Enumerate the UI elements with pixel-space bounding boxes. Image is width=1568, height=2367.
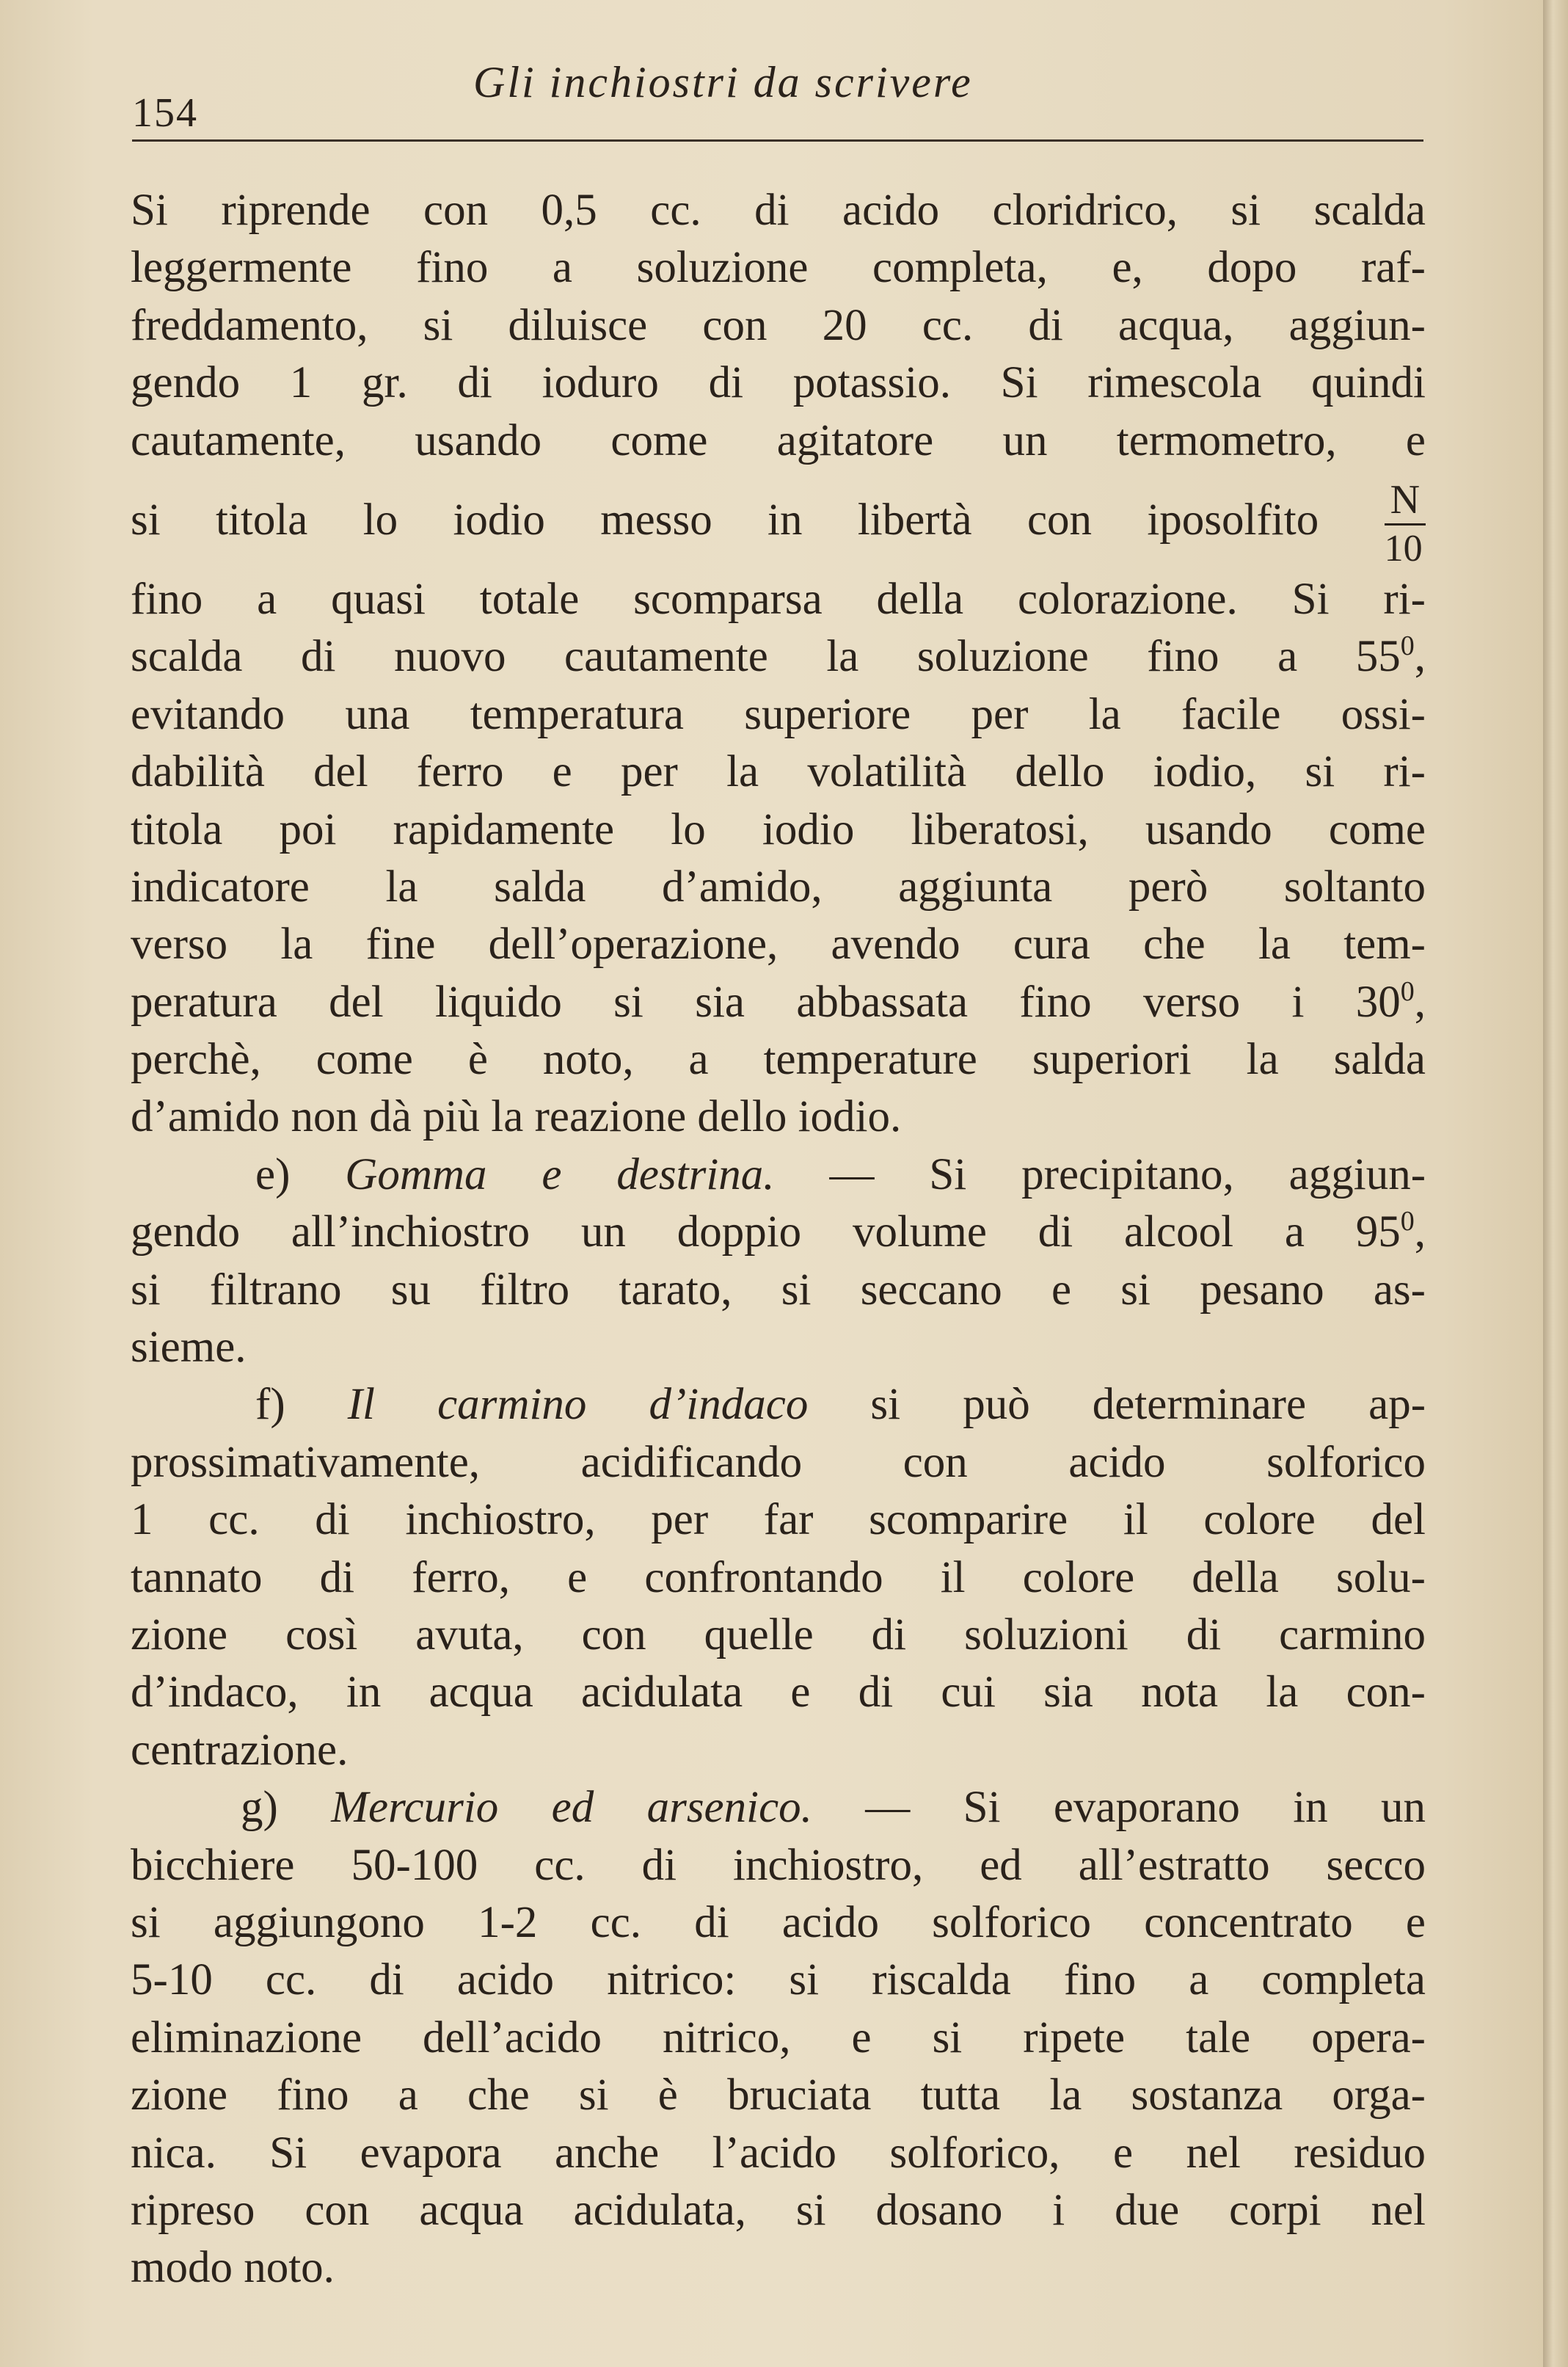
section-title: Mercurio ed arsenico. [331,1783,812,1833]
text-line: freddamento, si diluisce con 20 cc. di acqua, aggiun- [131,300,1426,350]
text-span: gendo all’inchiostro un doppio volume di alcool a 95 [131,1207,1401,1257]
page-edge [1543,0,1568,2367]
text-line: verso la fine dell’operazione, avendo cura che la tem- [131,920,1426,970]
text-line: titola poi rapidamente lo iodio liberatosi, usando come [131,804,1426,854]
text-line: zione fino a che si è bruciata tutta la sostanza orga- [131,2070,1426,2120]
text-line: evitando una temperatura superiore per la facile ossi- [131,689,1426,739]
running-head: Gli inchiostri da scrivere [473,58,973,106]
section-label: f) [255,1380,285,1430]
body-text [131,182,1426,2297]
text-span: si può determinare ap- [870,1380,1426,1430]
text-span: peratura del liquido si sia abbassata fino verso i 30 [131,977,1401,1027]
degree-superscript: 0 [1400,1206,1415,1237]
degree-superscript: 0 [1400,975,1415,1007]
text-line: zione così avuta, con quelle di soluzioni di carmino [131,1610,1426,1659]
text-line-with-fraction [131,470,1426,571]
text-line: ripreso con acqua acidulata, si dosano i due corpi nel [131,2185,1426,2235]
text-line: 1 cc. di inchiostro, per far scomparire il colore del [131,1495,1426,1545]
text-line: tannato di ferro, e confrontando il colore della solu- [131,1552,1426,1602]
text-line: centrazione. [131,1725,349,1775]
section-title: Il carmino d’indaco [347,1380,809,1430]
text-line [131,974,1426,1031]
text-span: , [1414,632,1426,682]
text-span: scalda di nuovo cautamente la soluzione fino a 55 [131,632,1401,682]
section-label: g) [241,1783,278,1833]
text-line: perchè, come è noto, a temperature superiori la salda [131,1035,1426,1085]
text-span: — Si precipitano, aggiun- [829,1149,1426,1199]
text-line: leggermente fino a soluzione completa, e, dopo raf- [131,243,1426,293]
text-line: fino a quasi totale scomparsa della colorazione. Si ri- [131,574,1426,624]
text-line: d’indaco, in acqua acidulata e di cui sia nota la con- [131,1668,1426,1717]
fraction-denominator: 10 [1384,528,1423,570]
text-line [131,628,1426,686]
text-span: — Si evaporano in un [865,1783,1426,1833]
text-line: gendo 1 gr. di ioduro di potassio. Si rimescola quindi [131,358,1426,408]
section-title: Gomma e destrina. [345,1149,775,1199]
fraction [1385,479,1426,568]
text-line: bicchiere 50-100 cc. di inchiostro, ed all’estratto secco [131,1840,1426,1890]
page-header [132,51,1423,147]
text-line: sieme. [131,1323,247,1372]
text-line: si filtrano su filtro tarato, si seccano e si pesano as- [131,1265,1426,1315]
text-line: cautamente, usando come agitatore un termometro, e [131,415,1426,465]
text-line: Si riprende con 0,5 cc. di acido cloridrico, si scalda [131,186,1426,235]
text-line: indicatore la salda d’amido, aggiunta però soltanto [131,862,1426,912]
section-g-heading-line [131,1779,1426,1836]
text-line: si aggiungono 1-2 cc. di acido solforico concentrato e [131,1897,1426,1947]
text-line [131,1204,1426,1261]
text-span: si titola lo iodio messo in libertà con iposolfito [131,495,1319,545]
text-span: , [1414,1207,1426,1257]
fraction-numerator: N [1385,479,1426,526]
text-line: prossimativamente, acidificando con acido solforico [131,1437,1426,1487]
section-e-heading-line [131,1146,1426,1204]
text-line: eliminazione dell’acido nitrico, e si ripete tale opera- [131,2013,1426,2062]
header-rule [132,139,1423,142]
section-label: e) [255,1149,291,1199]
text-line: modo noto. [131,2243,335,2293]
text-line: d’amido non dà più la reazione dello iodio. [131,1092,902,1142]
text-line: dabilità del ferro e per la volatilità dello iodio, si ri- [131,747,1426,797]
degree-superscript: 0 [1400,630,1415,662]
section-f-heading-line [131,1376,1426,1433]
page-number: 154 [132,90,198,136]
text-span: , [1414,977,1426,1027]
text-line: nica. Si evapora anche l’acido solforico, e nel residuo [131,2128,1426,2178]
text-line: 5-10 cc. di acido nitrico: si riscalda fino a completa [131,1955,1426,2005]
